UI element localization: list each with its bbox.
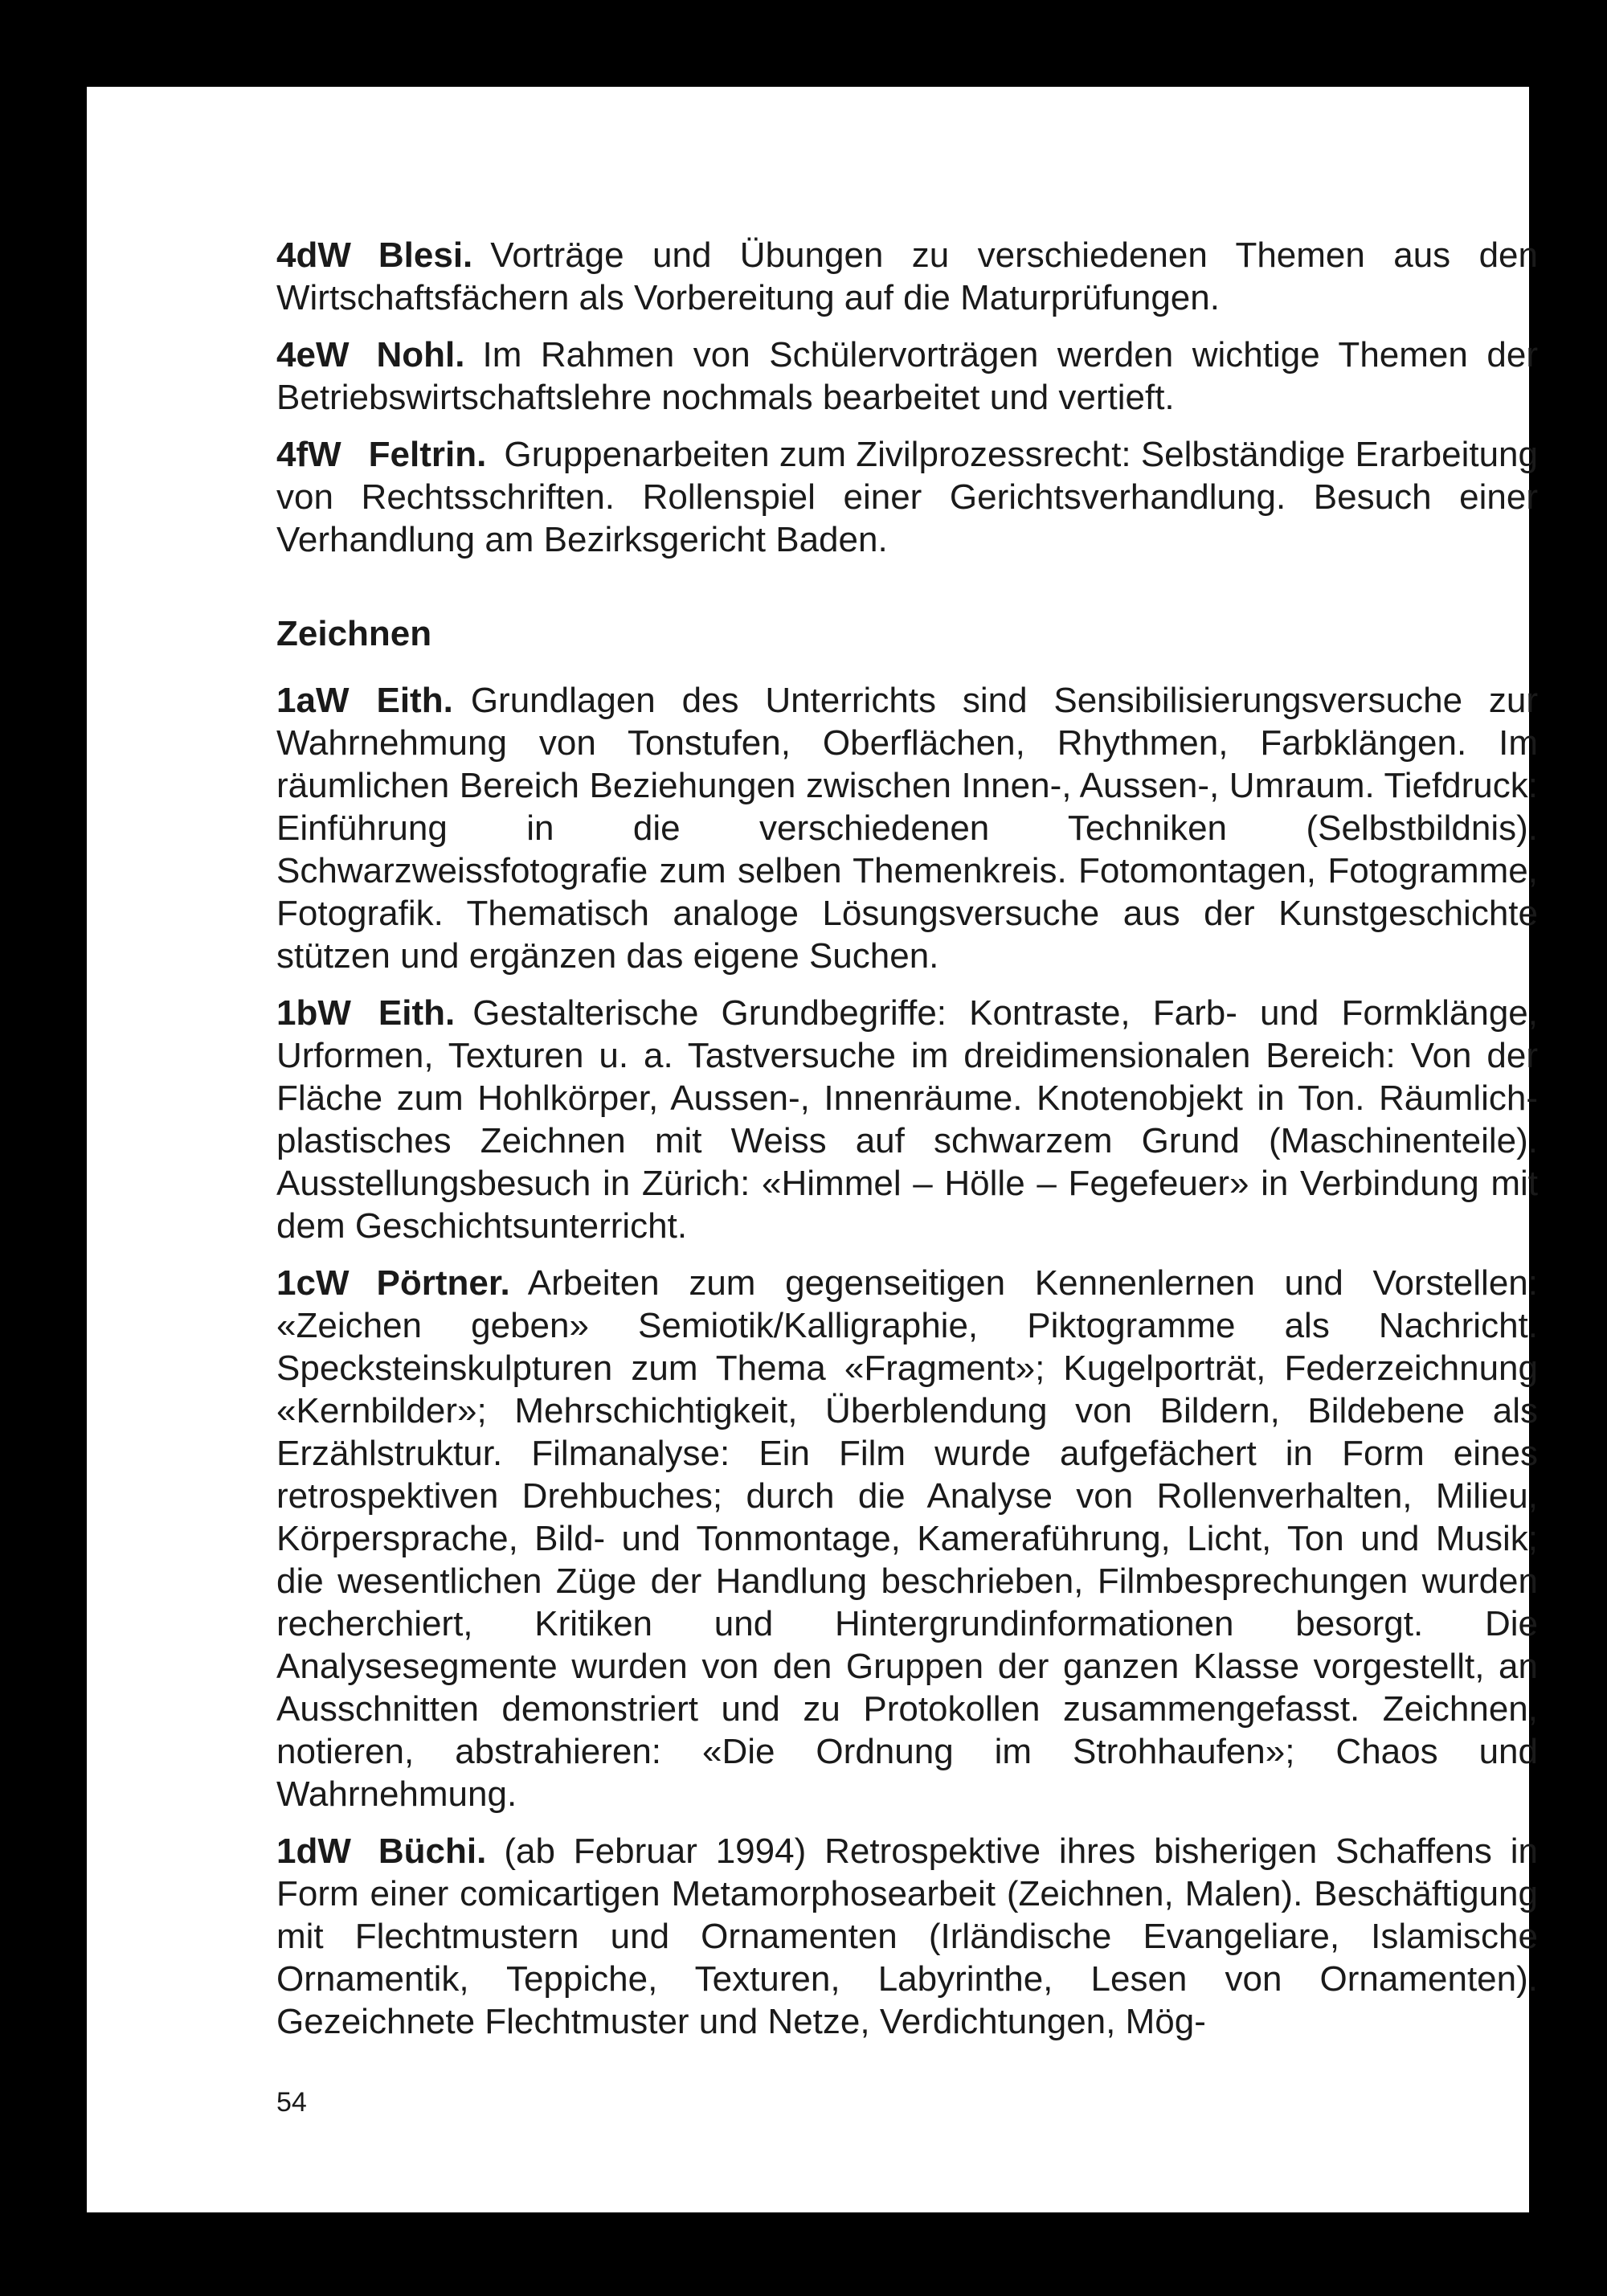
entry-1bw xyxy=(276,992,1538,1247)
section-heading-zeichnen: Zeichnen xyxy=(276,614,432,653)
class-code: 4eW xyxy=(276,335,350,374)
entry-text: (ab Februar 1994) Retrospektive ihres bisherigen Schaffens in Form einer comicartigen Metamorphosearbeit (Zeichnen, Malen). Beschäftigung mit Flechtmustern und Ornamenten (Irländische Evangeliare, Islamische Ornamentik, Teppiche, Texturen, Labyrinthe, Lesen von Ornamenten). Gezeichnete Flechtmuster und Netze, Verdichtungen, Mög- xyxy=(276,1831,1538,2041)
class-code: 1bW xyxy=(276,993,351,1033)
class-code: 1cW xyxy=(276,1263,350,1303)
document-page xyxy=(87,87,1538,2212)
teacher-name: Büchi. xyxy=(378,1831,487,1871)
entry-1cw xyxy=(276,1262,1538,1815)
entry-text: Grundlagen des Unterrichts sind Sensibilisierungsversuche zur Wahrnehmung von Tonstufen, Oberflächen, Rhythmen, Farbklängen. Im räumlichen Bereich Beziehungen zwischen Innen-, Aussen-, Umraum. Tiefdruck: Einführung in die verschiedenen Techniken (Selbstbildnis). Schwarzweissfotografie zum selben Themenkreis. Fotomontagen, Fotogramme, Fotografik. Thematisch analoge Lösungsversuche aus der Kunstgeschichte stützen und ergänzen das eigene Suchen. xyxy=(276,681,1538,976)
entry-1dw xyxy=(276,1830,1538,2043)
entry-4ew xyxy=(276,334,1538,419)
teacher-name: Eith. xyxy=(376,681,453,720)
class-code: 4fW xyxy=(276,435,341,474)
entry-text: Arbeiten zum gegenseitigen Kennenlernen und Vorstellen: «Zeichen geben» Semiotik/Kalligraphie, Piktogramme als Nachricht. Specksteinskulpturen zum Thema «Fragment»; Kugelporträt, Federzeichnung «Kernbilder»; Mehrschichtigkeit, Überblendung von Bildern, Bildebene als Erzählstruktur. Filmanalyse: Ein Film wurde aufgefächert in Form eines retrospektiven Drehbuches; durch die Analyse von Rollenverhalten, Milieu, Körpersprache, Bild- und Tonmontage, Kameraführung, Licht, Ton und Musik; die wesentlichen Züge der Handlung beschrieben, Filmbesprechungen wurden recherchiert, Kritiken und Hintergrundinformationen besorgt. Die Analysesegmente wurden von den Gruppen der ganzen Klasse vorgestellt, an Ausschnitten demonstriert und zu Protokollen zusammengefasst. Zeichnen, notieren, abstrahieren: «Die Ordnung im Strohhaufen»; Chaos und Wahrnehmung. xyxy=(276,1263,1538,1814)
page-number: 54 xyxy=(276,2087,307,2118)
entry-4fw xyxy=(276,433,1538,561)
entry-text: Vorträge und Übungen zu verschiedenen Themen aus den Wirtschaftsfächern als Vorbereitung auf die Maturprüfungen. xyxy=(276,235,1538,317)
teacher-name: Eith. xyxy=(378,993,456,1033)
class-code: 1dW xyxy=(276,1831,351,1871)
teacher-name: Blesi. xyxy=(378,235,473,275)
teacher-name: Pörtner. xyxy=(376,1263,510,1303)
entry-text: Im Rahmen von Schülervorträgen werden wichtige Themen der Betriebswirtschaftslehre nochmals bearbeitet und vertieft. xyxy=(276,335,1538,417)
entry-text: Gruppenarbeiten zum Zivilprozessrecht: Selbständige Erarbeitung von Rechtsschriften. Rollenspiel einer Gerichtsverhandlung. Besuch einer Verhandlung am Bezirksgericht Baden. xyxy=(276,435,1538,559)
teacher-name: Feltrin. xyxy=(368,435,487,474)
entry-4dw xyxy=(276,234,1538,319)
entry-1aw xyxy=(276,679,1538,977)
class-code: 1aW xyxy=(276,681,350,720)
entry-text: Gestalterische Grundbegriffe: Kontraste, Farb- und Formklänge, Urformen, Texturen u. a. Tastversuche im dreidimensionalen Bereich: Von der Fläche zum Hohlkörper, Aussen-, Innenräume. Knotenobjekt in Ton. Räumlich-plastisches Zeichnen mit Weiss auf schwarzem Grund (Maschinenteile). Ausstellungsbesuch in Zürich: «Himmel – Hölle – Fegefeuer» in Verbindung mit dem Geschichtsunterricht. xyxy=(276,993,1538,1246)
class-code: 4dW xyxy=(276,235,351,275)
page-content xyxy=(276,234,1538,2057)
teacher-name: Nohl. xyxy=(376,335,465,374)
